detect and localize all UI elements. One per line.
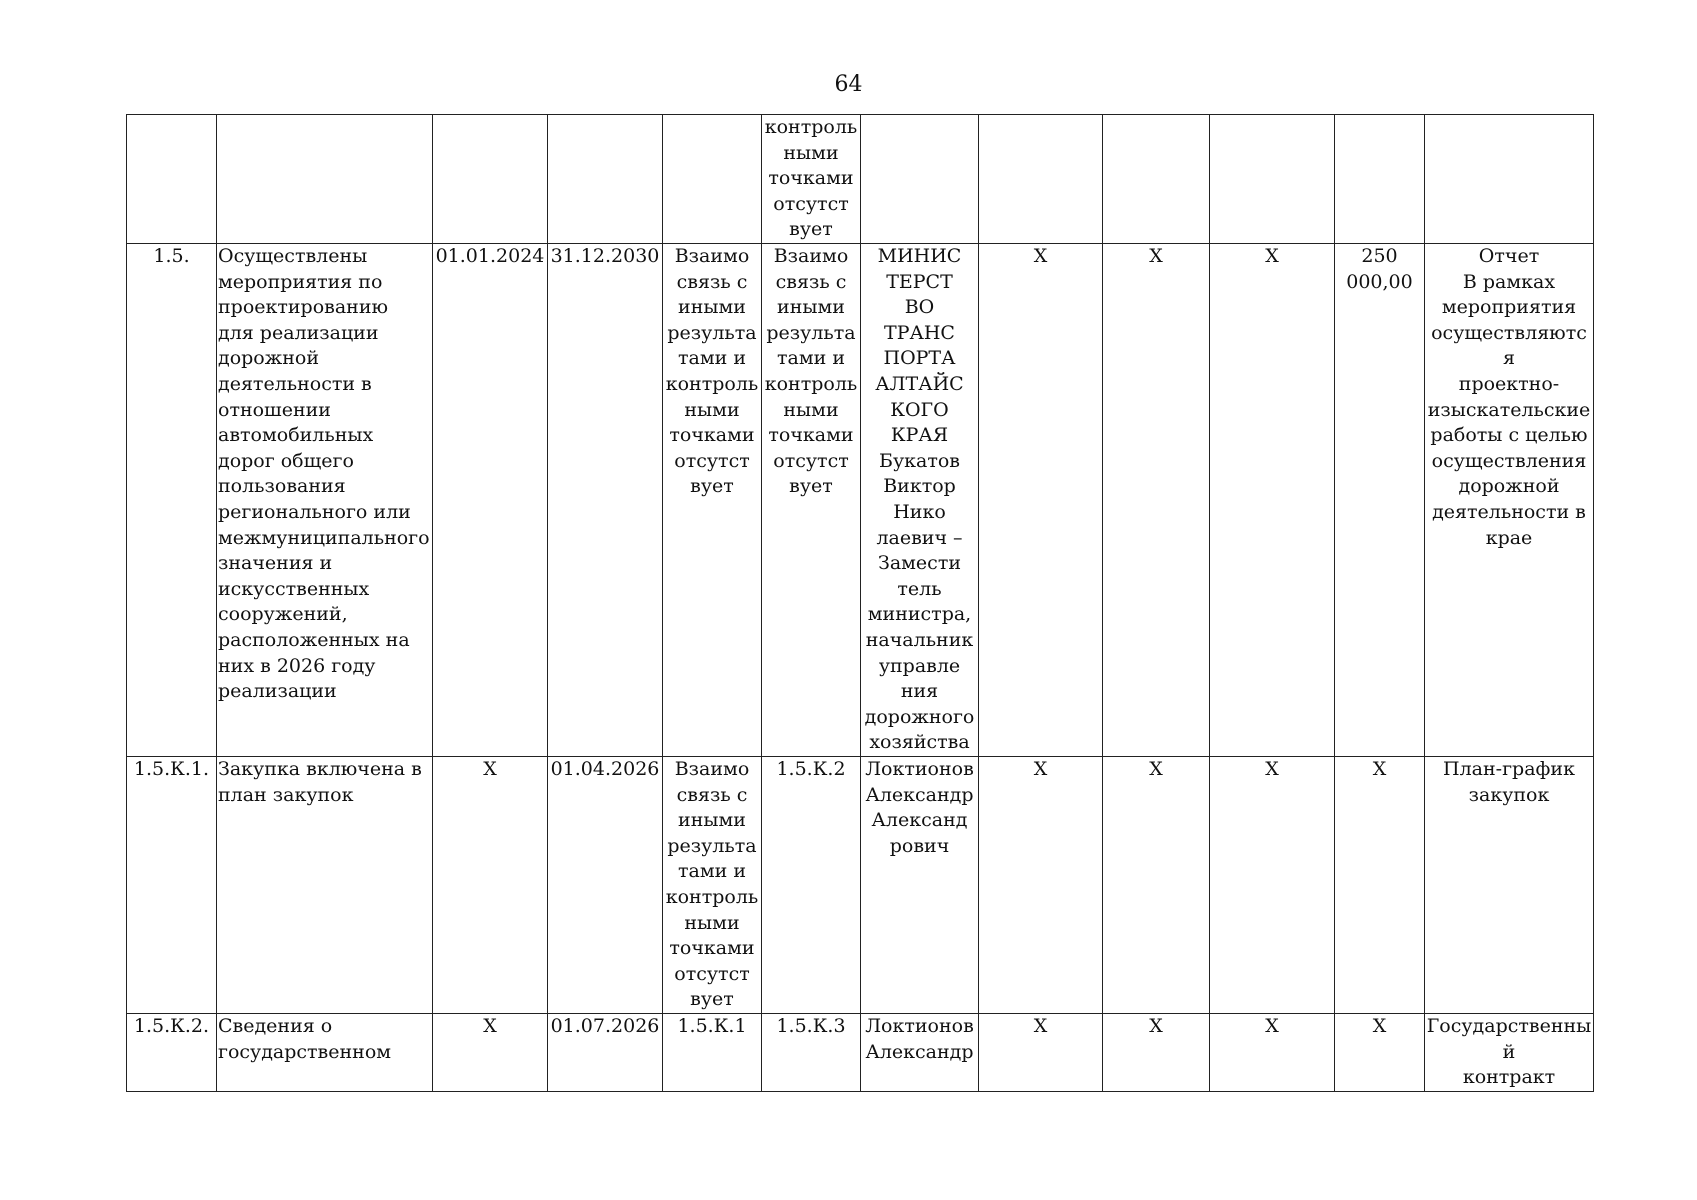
cell-col-10: X xyxy=(1210,1014,1335,1092)
cell-col-10 xyxy=(1210,115,1335,244)
cell-successor: 1.5.К.2 xyxy=(762,757,861,1014)
cell-col-8: X xyxy=(979,757,1103,1014)
cell-number: 1.5. xyxy=(127,244,217,757)
table-row xyxy=(127,115,1594,244)
cell-document: Отчет В рамках мероприятия осуществляются проектно- изыскательские работы с целью осуществления дорожной деятельности в крае xyxy=(1425,244,1594,757)
cell-col-8: X xyxy=(979,1014,1103,1092)
cell-start-date xyxy=(433,115,548,244)
cell-successor: Взаимо связь с иными результа тами и контроль ными точками отсутст вует xyxy=(762,244,861,757)
table-row xyxy=(127,244,1594,757)
cell-name: Закупка включена в план закупок xyxy=(217,757,433,1014)
cell-col-9: X xyxy=(1103,1014,1210,1092)
cell-end-date: 01.07.2026 xyxy=(548,1014,663,1092)
cell-number xyxy=(127,115,217,244)
cell-number: 1.5.К.2. xyxy=(127,1014,217,1092)
cell-predecessor: Взаимо связь с иными результа тами и контроль ными точками отсутст вует xyxy=(663,757,762,1014)
cell-end-date xyxy=(548,115,663,244)
table-row xyxy=(127,1014,1594,1092)
cell-responsible: Локтионов Александр xyxy=(861,1014,979,1092)
cell-col-9 xyxy=(1103,115,1210,244)
cell-predecessor: 1.5.К.1 xyxy=(663,1014,762,1092)
cell-name: Осуществлены мероприятия по проектированию для реализации дорожной деятельности в отношении автомобильных дорог общего пользования регионального или межмуниципального значения и искусственных сооружений, расположенных на них в 2026 году реализации xyxy=(217,244,433,757)
cell-col-9: X xyxy=(1103,757,1210,1014)
cell-end-date: 01.04.2026 xyxy=(548,757,663,1014)
cell-number: 1.5.К.1. xyxy=(127,757,217,1014)
cell-start-date: 01.01.2024 xyxy=(433,244,548,757)
cell-name xyxy=(217,115,433,244)
cell-col-8 xyxy=(979,115,1103,244)
cell-amount: X xyxy=(1335,757,1425,1014)
cell-successor: 1.5.К.3 xyxy=(762,1014,861,1092)
cell-amount: X xyxy=(1335,1014,1425,1092)
cell-col-8: X xyxy=(979,244,1103,757)
cell-end-date: 31.12.2030 xyxy=(548,244,663,757)
cell-document xyxy=(1425,115,1594,244)
cell-amount xyxy=(1335,115,1425,244)
cell-responsible: Локтионов Александр Александ рович xyxy=(861,757,979,1014)
plan-table xyxy=(126,114,1594,1092)
cell-predecessor xyxy=(663,115,762,244)
cell-name: Сведения о государственном xyxy=(217,1014,433,1092)
table-row xyxy=(127,757,1594,1014)
cell-col-10: X xyxy=(1210,244,1335,757)
cell-amount: 250 000,00 xyxy=(1335,244,1425,757)
cell-responsible: МИНИС ТЕРСТ ВО ТРАНС ПОРТА АЛТАЙС КОГО КРАЯ Букатов Виктор Нико лаевич – Замести тель министра, начальник управле ния дорожного хозяйства xyxy=(861,244,979,757)
cell-successor: контроль ными точками отсутст вует xyxy=(762,115,861,244)
page-number: 64 xyxy=(834,72,863,97)
cell-document: План-график закупок xyxy=(1425,757,1594,1014)
cell-col-9: X xyxy=(1103,244,1210,757)
cell-responsible xyxy=(861,115,979,244)
cell-start-date: X xyxy=(433,1014,548,1092)
cell-col-10: X xyxy=(1210,757,1335,1014)
cell-start-date: X xyxy=(433,757,548,1014)
cell-predecessor: Взаимо связь с иными результа тами и контроль ными точками отсутст вует xyxy=(663,244,762,757)
cell-document: Государственный контракт xyxy=(1425,1014,1594,1092)
